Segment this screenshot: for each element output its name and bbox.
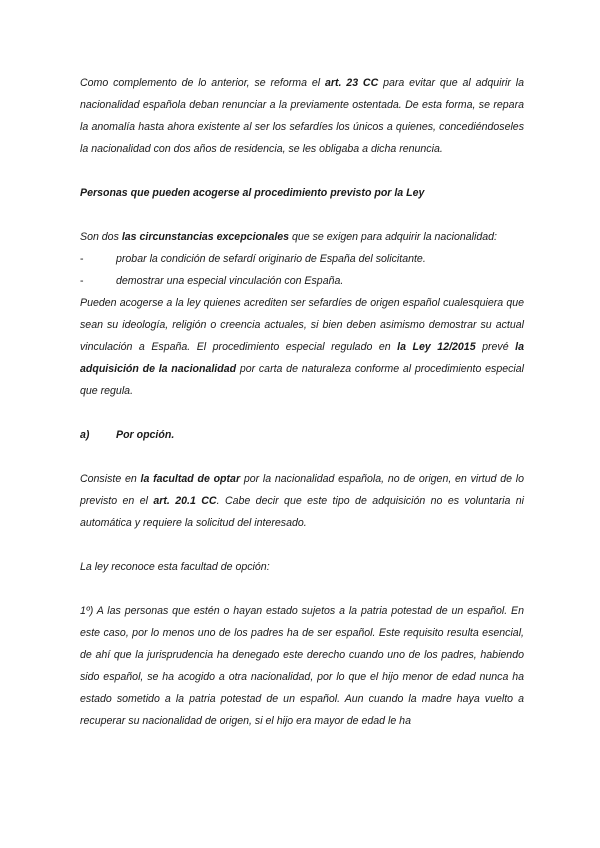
paragraph-ley-12-2015 [80, 292, 524, 402]
paragraph-text: Como complemento de lo anterior, se reforma el [80, 77, 325, 89]
paragraph-text: . Cabe decir que este tipo de adquisición no es voluntaria ni automática y requiere la solicitud del interesado. [80, 495, 525, 529]
paragraph-facultad-opcion: La ley reconoce esta facultad de opción: [80, 561, 270, 573]
paragraph-text: por carta de naturaleza conforme al procedimiento especial que regula. [80, 363, 524, 397]
paragraph-text: prevé [475, 341, 516, 353]
paragraph-text: Consiste en [80, 473, 141, 485]
paragraph-art-23 [80, 72, 524, 160]
list-item-text: probar la condición de sefardí originario de España del solicitante. [116, 253, 426, 265]
list-dash: - [80, 253, 84, 265]
paragraph-text: que se exigen para adquirir la nacionalidad: [289, 231, 497, 243]
list-dash: - [80, 275, 84, 287]
option-letter: a) [80, 429, 90, 441]
bold-phrase: la adquisición de la nacionalidad [80, 341, 524, 375]
paragraph-patria-potestad: 1º) A las personas que estén o hayan estado sujetos a la patria potestad de un español. En este caso, por lo menos uno de los padres ha de ser español. Este requisito resulta esencial, de ahí que la jurisprudencia ha denegado este derecho cuando uno de los padres, habiendo sido español, se ha acogido a otra nacionalidad, por lo que el hijo menor de edad nunca ha estado sometido a la patria potestad de un español. Aun cuando la madre haya vuelto a recuperar su nacionalidad de origen, si el hijo era mayor de edad le ha [80, 605, 524, 727]
list-item-text: demostrar una especial vinculación con España. [116, 275, 344, 287]
bold-reference: la Ley 12/2015 [397, 341, 476, 353]
bold-phrase: las circunstancias excepcionales [121, 231, 290, 243]
bold-reference: art. 23 CC [324, 77, 379, 89]
option-heading [80, 424, 524, 446]
list-item [80, 270, 524, 292]
paragraph-circunstancias [80, 226, 524, 248]
paragraph-text: Son dos [80, 231, 122, 243]
paragraph-text: Pueden acogerse a la ley quienes acrediten ser sefardíes de origen español cualesquiera que sean su ideología, religión o creencia actuales, si bien deben asimismo demostrar su actual vinculación a España. El procedimiento especial regulado en [80, 297, 524, 353]
bold-phrase: la facultad de optar [140, 473, 241, 485]
document-body [80, 72, 524, 732]
paragraph-text: por la nacionalidad española, no de origen, en virtud de lo previsto en el [80, 473, 525, 507]
section-heading-text: Personas que pueden acogerse al procedimiento previsto por la Ley [80, 187, 425, 199]
list-item [80, 248, 524, 270]
section-heading [80, 182, 524, 204]
paragraph-facultad-optar [80, 468, 524, 534]
bold-reference: art. 20.1 CC [153, 495, 217, 507]
paragraph-text: para evitar que al adquirir la nacionalidad española deban renunciar a la previamente ostentada. De esta forma, se repara la anomalía hasta ahora existente al ser los sefardíes los únicos a quienes, concediéndoseles la nacionalidad con dos años de residencia, se les obligaba a dicha renuncia. [80, 77, 524, 155]
option-title: Por opción. [116, 429, 175, 441]
